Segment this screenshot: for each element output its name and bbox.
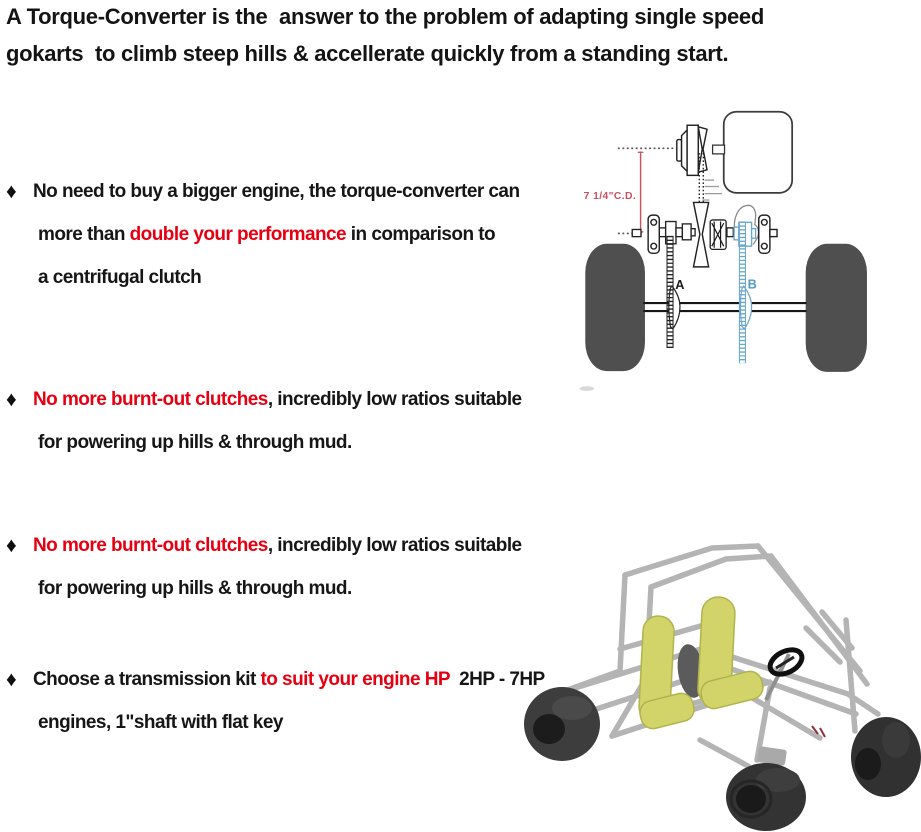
bullet-text-segment: 2HP - 7HP [449,669,545,690]
driven-pulley [694,202,709,266]
cd-dimension-label: 7 1/4"C.D. [583,191,637,203]
highlight-text: No more burnt-out clutches [33,389,268,410]
chain-b-label: B [747,276,757,292]
sprocket-b [740,286,751,329]
diamond-bullet-icon: ♦ [6,180,17,203]
bullet-line [33,524,536,567]
diamond-bullet-icon: ♦ [6,388,17,411]
driver-pulley [677,125,707,175]
chain-a-label: A [675,277,685,293]
bullet-line: for powering up hills & through mud. [38,432,352,453]
bearing-hanger-right [759,215,777,253]
tire-left [585,244,645,371]
highlight-text: double your performance [129,224,347,245]
headline-line-2: gokarts to climb steep hills & accellerate quickly from a standing start. [6,41,729,66]
headline-line-1: A Torque-Converter is the answer to the problem of adapting single speed [6,4,764,29]
kart-wheel-rear-left [524,687,600,761]
bullet-text-segment: more than [38,224,130,245]
bearing-hanger-left [648,215,659,253]
torque-converter-diagram [540,95,921,465]
scale-ticks [702,180,722,200]
bullet-line [33,658,545,701]
bullet-line: No need to buy a bigger engine, the torque-converter can [33,181,520,202]
bullet-line: for powering up hills & through mud. [38,578,352,599]
bullet-text [33,378,536,464]
bullet-text [33,524,536,610]
gokart-illustration [520,540,921,832]
smudge-mark [580,386,594,391]
bullet-text [33,170,536,299]
engine-mount-plate [757,746,787,766]
headline [6,0,920,72]
bullet-text-segment: in comparison to [346,224,496,245]
sprocket-a [669,286,680,329]
axle-line [643,303,806,311]
engine-shaft [713,145,725,154]
kart-wheel-front-right [851,717,921,797]
bullet-item-clutches-2 [6,524,536,610]
diamond-bullet-icon: ♦ [6,534,17,557]
engine-outline [724,112,792,193]
bullet-item-transmission-kit [6,658,545,744]
diamond-bullet-icon: ♦ [6,668,17,691]
bullet-text-segment: , incredibly low ratios suitable [267,535,522,556]
bullet-line [33,378,536,421]
bullet-line: engines, 1"shaft with flat key [38,712,283,733]
highlight-text: No more burnt-out clutches [33,535,268,556]
bullet-line: a centrifugal clutch [38,267,202,288]
kart-seat-right [697,596,765,711]
bullet-item-engine [6,170,536,299]
bullet-text [33,658,545,744]
tire-right [806,244,867,372]
kart-wheel-front-left [726,763,806,831]
bullet-item-clutches-1 [6,378,536,464]
highlight-text: to suit your engine HP [260,669,450,690]
steering-wheel [766,645,806,679]
bullet-text-segment: , incredibly low ratios suitable [267,389,522,410]
bullet-text-segment: Choose a transmission kit [33,669,261,690]
bullet-line [33,213,536,256]
